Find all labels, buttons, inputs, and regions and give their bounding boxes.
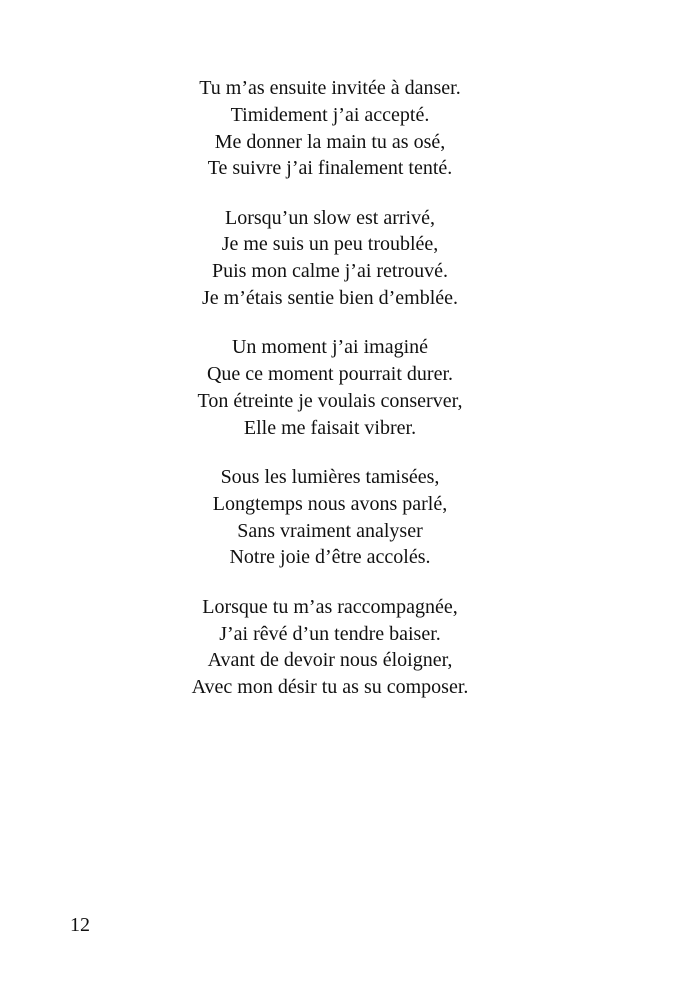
verse-line: Sans vraiment analyser <box>237 519 423 542</box>
verse-line: Que ce moment pourrait durer. <box>206 363 454 386</box>
verse-line: J’ai rêvé d’un tendre baiser. <box>219 622 441 645</box>
verse-line: Ton étreinte je voulais conserver, <box>197 389 463 412</box>
page-number: 12 <box>70 914 90 936</box>
verse-line: Te suivre j’ai finalement tenté. <box>207 157 453 180</box>
verse-line: Elle me faisait vibrer. <box>243 416 417 439</box>
verse-line: Me donner la main tu as osé, <box>214 130 446 153</box>
verse-line: Un moment j’ai imaginé <box>231 336 429 359</box>
verse-line: Notre joie d’être accolés. <box>229 546 431 569</box>
verse-line: Timidement j’ai accepté. <box>230 103 430 126</box>
verse-line: Lorsqu’un slow est arrivé, <box>225 206 435 229</box>
verse-line: Tu m’as ensuite invitée à danser. <box>199 77 461 99</box>
verse-line: Avant de devoir nous éloigner, <box>207 649 453 672</box>
verse-line: Puis mon calme j’ai retrouvé. <box>211 260 449 283</box>
stanza-4 <box>0 464 660 571</box>
verse-line: Lorsque tu m’as raccompagnée, <box>202 595 458 618</box>
verse-line: Avec mon désir tu as su composer. <box>191 676 469 699</box>
stanza-2 <box>0 205 660 312</box>
stanza-3 <box>0 334 660 441</box>
verse-line: Sous les lumières tamisées, <box>220 466 440 489</box>
verse-line: Je me suis un peu troublée, <box>221 233 439 256</box>
stanza-5 <box>0 594 660 701</box>
verse-line: Longtemps nous avons parlé, <box>212 492 448 515</box>
stanza-1 <box>0 75 660 182</box>
poem <box>0 75 660 723</box>
verse-line: Je m’étais sentie bien d’emblée. <box>201 287 458 310</box>
